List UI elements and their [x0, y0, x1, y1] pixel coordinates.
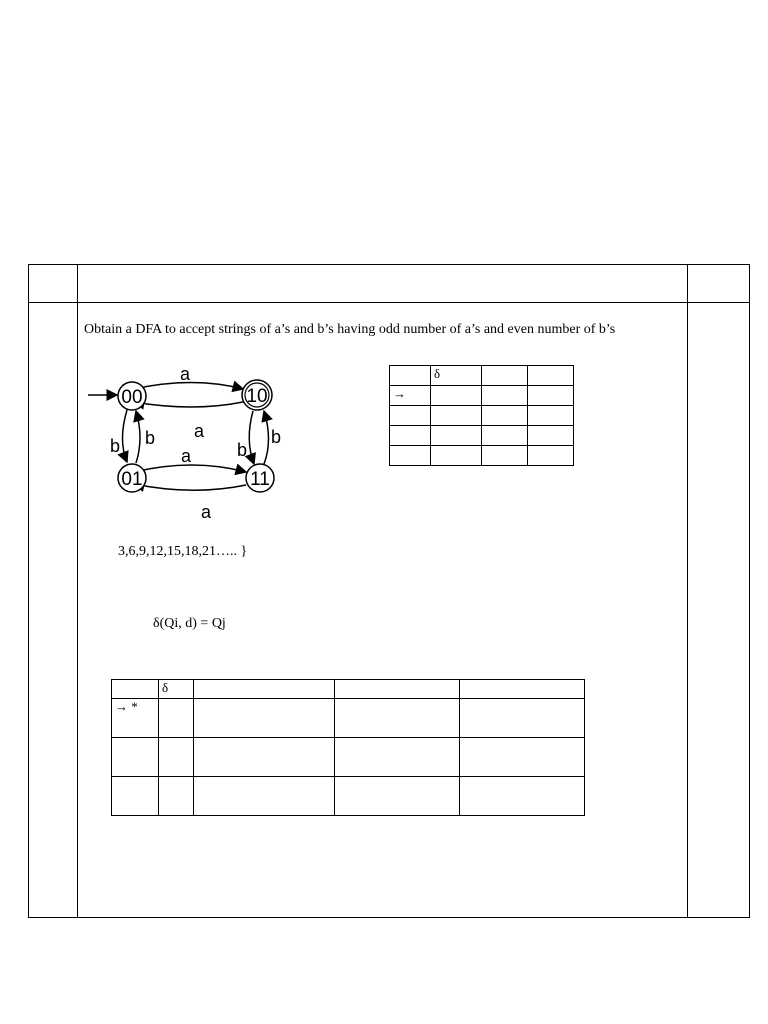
- table2-cell: [112, 777, 159, 816]
- table1-cell: [482, 386, 528, 406]
- state-01-label: 01: [121, 469, 143, 490]
- edge-11-10: [264, 411, 269, 464]
- table-row: [112, 777, 585, 816]
- table2-cell: [159, 699, 194, 738]
- header-row-divider: [28, 302, 750, 303]
- column-divider-right: [687, 264, 688, 918]
- table2-header-cell: [335, 680, 460, 699]
- sequence-text: 3,6,9,12,15,18,21….. }: [118, 544, 248, 559]
- table-row: [390, 406, 574, 426]
- state-10-label: 10: [246, 386, 268, 407]
- table2-cell: [159, 777, 194, 816]
- edge-10-00: [134, 402, 243, 407]
- column-divider-left: [77, 264, 78, 918]
- table-row: [390, 426, 574, 446]
- table2-cell: [335, 738, 460, 777]
- table2-cell: [335, 777, 460, 816]
- table2-start-final-marker: → *: [112, 699, 159, 738]
- table2-cell: [159, 738, 194, 777]
- table2-header-cell: [112, 680, 159, 699]
- table1-cell: [431, 406, 482, 426]
- table1-cell: [528, 426, 574, 446]
- table1-cell: [528, 386, 574, 406]
- edge-01-11: [134, 465, 246, 472]
- edge-10-11: [249, 411, 254, 464]
- table1-cell: [431, 426, 482, 446]
- state-00-label: 00: [121, 387, 143, 408]
- edge-11-01: [134, 484, 246, 490]
- table1-cell: [390, 426, 431, 446]
- edge-label-middle-lower: a: [180, 446, 192, 466]
- table1-cell: [482, 426, 528, 446]
- edge-label-right-outer: b: [270, 427, 282, 447]
- table2-cell: [194, 777, 335, 816]
- edge-label-left-inner: b: [144, 428, 156, 448]
- table1-cell: [431, 386, 482, 406]
- table1-header-cell: [528, 366, 574, 386]
- edge-label-right-inner: b: [236, 440, 248, 460]
- table2-cell: [460, 699, 585, 738]
- table2-cell: [335, 699, 460, 738]
- table1-cell: [528, 406, 574, 426]
- table2-cell: [194, 699, 335, 738]
- edge-label-top: a: [179, 364, 191, 384]
- table2-cell: [112, 738, 159, 777]
- table-row: [390, 446, 574, 466]
- table1-cell: [390, 406, 431, 426]
- table1-start-arrow: →: [390, 386, 431, 406]
- table1-header-cell: [390, 366, 431, 386]
- edge-01-00: [136, 411, 140, 463]
- table1-header-delta: δ: [431, 366, 482, 386]
- table-row: [112, 699, 585, 738]
- table1-cell: [482, 446, 528, 466]
- table2-cell: [460, 738, 585, 777]
- transition-formula: δ(Qi, d) = Qj: [153, 616, 226, 631]
- transition-table-large: [111, 679, 585, 816]
- table2-header-delta: δ: [159, 680, 194, 699]
- table-row: [112, 738, 585, 777]
- table1-cell: [390, 446, 431, 466]
- transition-table-small: [389, 365, 574, 466]
- table1-cell: [528, 446, 574, 466]
- edge-label-left-outer: b: [109, 436, 121, 456]
- question-text: Obtain a DFA to accept strings of a’s and b’s having odd number of a’s and even number of b’s: [84, 322, 616, 337]
- table1-cell: [482, 406, 528, 426]
- table2-cell: [460, 777, 585, 816]
- table2-header-cell: [194, 680, 335, 699]
- edge-label-middle: a: [193, 421, 205, 441]
- table1-header-cell: [482, 366, 528, 386]
- table2-cell: [194, 738, 335, 777]
- table-row: [390, 386, 574, 406]
- table1-cell: [431, 446, 482, 466]
- edge-label-bottom: a: [200, 502, 212, 522]
- state-11-label: 11: [250, 469, 270, 490]
- dfa-diagram: [86, 360, 306, 530]
- table2-header-cell: [460, 680, 585, 699]
- edge-00-01: [123, 410, 128, 462]
